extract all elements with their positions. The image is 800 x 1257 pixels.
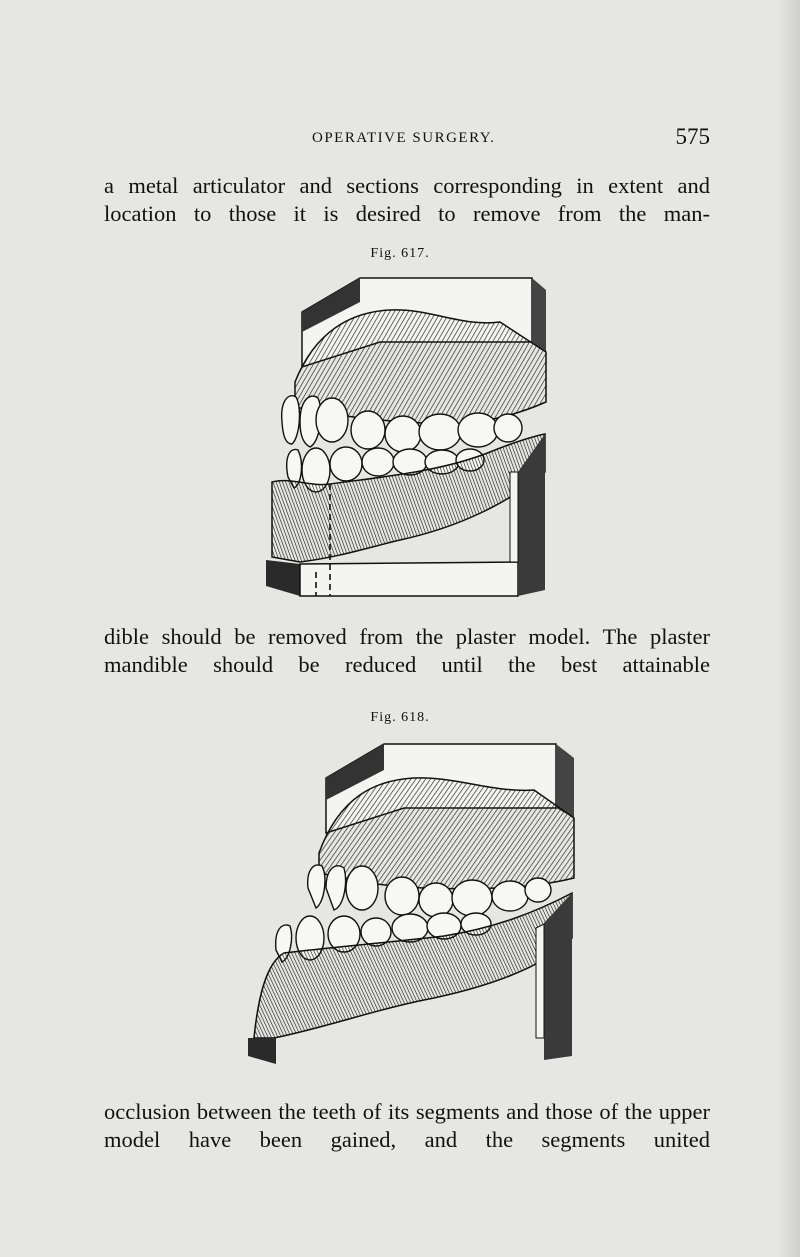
running-head: OPERATIVE SURGERY. — [312, 130, 496, 146]
paragraph-1: a metal articulator and sections corresponding in extent and location to those it is desired to remove from the man- — [104, 173, 710, 226]
page-number: 575 — [675, 124, 710, 149]
figure-618-label: Fig. 618. — [370, 710, 430, 725]
figure-618-dental-model — [244, 738, 584, 1068]
paragraph-2: dible should be removed from the plaster model. The plaster mandible should be reduced until the best attainable — [104, 624, 710, 677]
paragraph-3: occlusion between the teeth of its segments and those of the upper model have been gained, and the segments united — [104, 1099, 710, 1152]
figure-617-dental-model — [260, 272, 560, 602]
page-header — [104, 124, 710, 154]
figure-617-label: Fig. 617. — [370, 246, 430, 261]
